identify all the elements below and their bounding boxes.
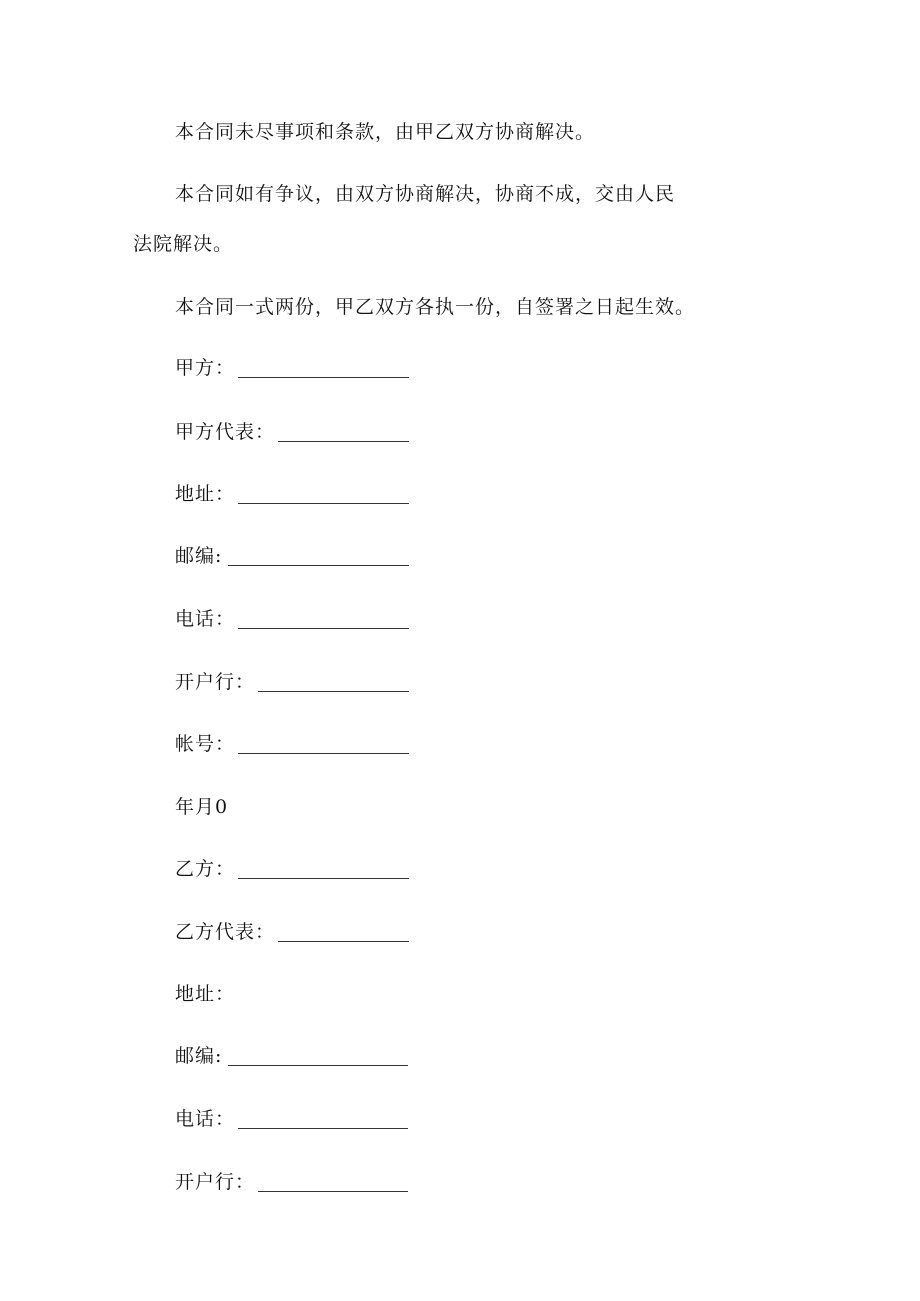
- clause-copies: 本合同一式两份，甲乙双方各执一份，自签署之日起生效。: [175, 296, 696, 318]
- party-b-postcode-field: [175, 1042, 410, 1070]
- party-a-postcode-field: [175, 542, 410, 570]
- party-b-phone-field: [175, 1105, 410, 1133]
- party-a-phone-label: 电话：: [175, 608, 236, 630]
- party-b-bank-blank[interactable]: [258, 1191, 408, 1192]
- party-b-postcode-label: 邮编:: [175, 1045, 223, 1067]
- clause-dispute-line-1: 本合同如有争议，由双方协商解决，协商不成，交由人民: [175, 183, 676, 205]
- party-b-bank-field: [175, 1168, 410, 1196]
- party-a-account-label: 帐号：: [175, 733, 236, 755]
- date-line: 年月0: [175, 796, 229, 818]
- clause-dispute-line-2: 法院解决。: [133, 233, 234, 255]
- party-b-postcode-blank[interactable]: [228, 1065, 408, 1066]
- party-b-name-field: [175, 855, 410, 883]
- party-a-address-blank[interactable]: [238, 503, 409, 504]
- party-b-phone-label: 电话：: [175, 1108, 236, 1130]
- party-a-postcode-label: 邮编:: [175, 545, 223, 567]
- party-a-rep-field: [175, 418, 410, 446]
- party-a-address-field: [175, 480, 410, 508]
- party-a-phone-field: [175, 605, 410, 633]
- party-b-rep-blank[interactable]: [278, 941, 409, 942]
- party-a-name-field: [175, 354, 410, 382]
- party-b-rep-label: 乙方代表：: [175, 921, 276, 943]
- party-a-bank-label: 开户行：: [175, 671, 256, 693]
- party-b-name-label: 乙方：: [175, 858, 236, 880]
- party-a-address-label: 地址：: [175, 483, 236, 505]
- party-a-bank-field: [175, 668, 410, 696]
- party-b-name-blank[interactable]: [238, 878, 409, 879]
- clause-unresolved-matters: 本合同未尽事项和条款，由甲乙双方协商解决。: [175, 121, 596, 143]
- party-a-bank-blank[interactable]: [258, 691, 409, 692]
- party-a-name-label: 甲方：: [175, 357, 236, 379]
- party-a-postcode-blank[interactable]: [228, 565, 409, 566]
- party-a-phone-blank[interactable]: [238, 628, 409, 629]
- party-b-address-label: 地址：: [175, 983, 236, 1005]
- party-a-name-blank[interactable]: [238, 377, 409, 378]
- party-b-rep-field: [175, 918, 410, 946]
- party-a-rep-label: 甲方代表：: [175, 421, 276, 443]
- party-b-bank-label: 开户行：: [175, 1171, 256, 1193]
- party-a-rep-blank[interactable]: [278, 441, 409, 442]
- party-b-phone-blank[interactable]: [238, 1128, 408, 1129]
- party-a-account-field: [175, 730, 410, 758]
- party-b-address-field: [175, 980, 410, 1008]
- party-a-account-blank[interactable]: [238, 753, 409, 754]
